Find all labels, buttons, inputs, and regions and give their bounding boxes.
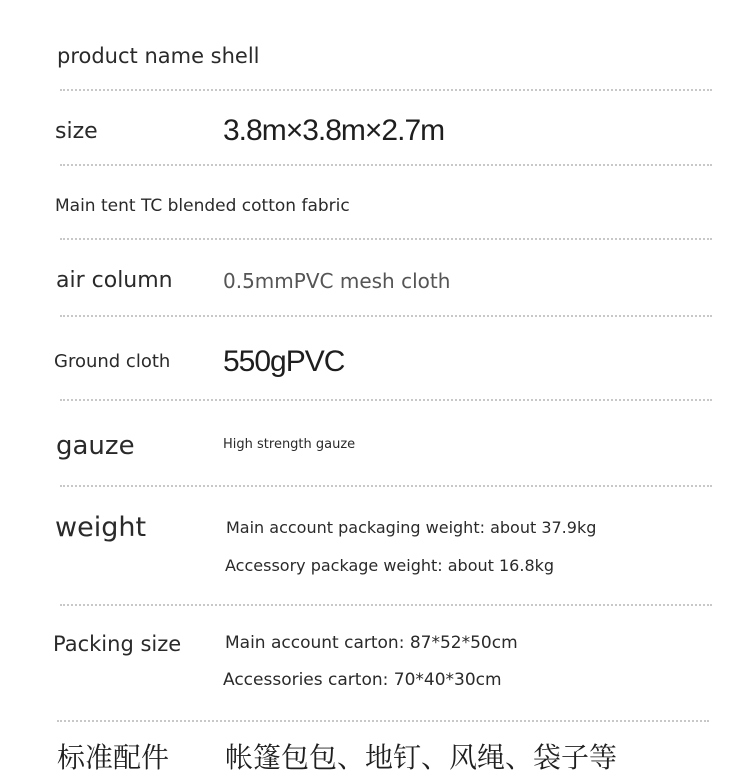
gauze-value: High strength gauze — [223, 437, 356, 452]
row-divider — [60, 315, 712, 317]
gauze-label: gauze — [56, 431, 135, 461]
cutoff-row-value: 帐篷包包、地钉、风绳、袋子等 — [225, 741, 618, 774]
row-divider — [60, 238, 712, 240]
row-divider — [60, 89, 712, 91]
row-divider — [57, 720, 709, 722]
row-divider — [60, 164, 712, 166]
weight-accessory-value: Accessory package weight: about 16.8kg — [225, 556, 555, 575]
cutoff-row-label: 标准配件 — [57, 741, 170, 774]
packing-accessories-carton-value: Accessories carton: 70*40*30cm — [223, 670, 502, 690]
air-column-label: air column — [56, 268, 173, 293]
row-divider — [60, 604, 712, 606]
ground-cloth-label: Ground cloth — [54, 351, 171, 372]
packing-size-label: Packing size — [53, 632, 182, 656]
row-divider — [60, 485, 712, 487]
main-tent-fabric-text: Main tent TC blended cotton fabric — [55, 196, 350, 216]
ground-cloth-value: 550gPVC — [223, 345, 345, 378]
weight-label: weight — [55, 512, 147, 543]
size-label: size — [55, 119, 98, 144]
packing-main-carton-value: Main account carton: 87*52*50cm — [225, 633, 518, 653]
weight-main-value: Main account packaging weight: about 37.9kg — [226, 518, 597, 537]
row-divider — [60, 399, 712, 401]
size-value: 3.8m×3.8m×2.7m — [223, 114, 445, 147]
air-column-value: 0.5mmPVC mesh cloth — [223, 269, 451, 293]
product-name-label: product name shell — [57, 44, 260, 68]
